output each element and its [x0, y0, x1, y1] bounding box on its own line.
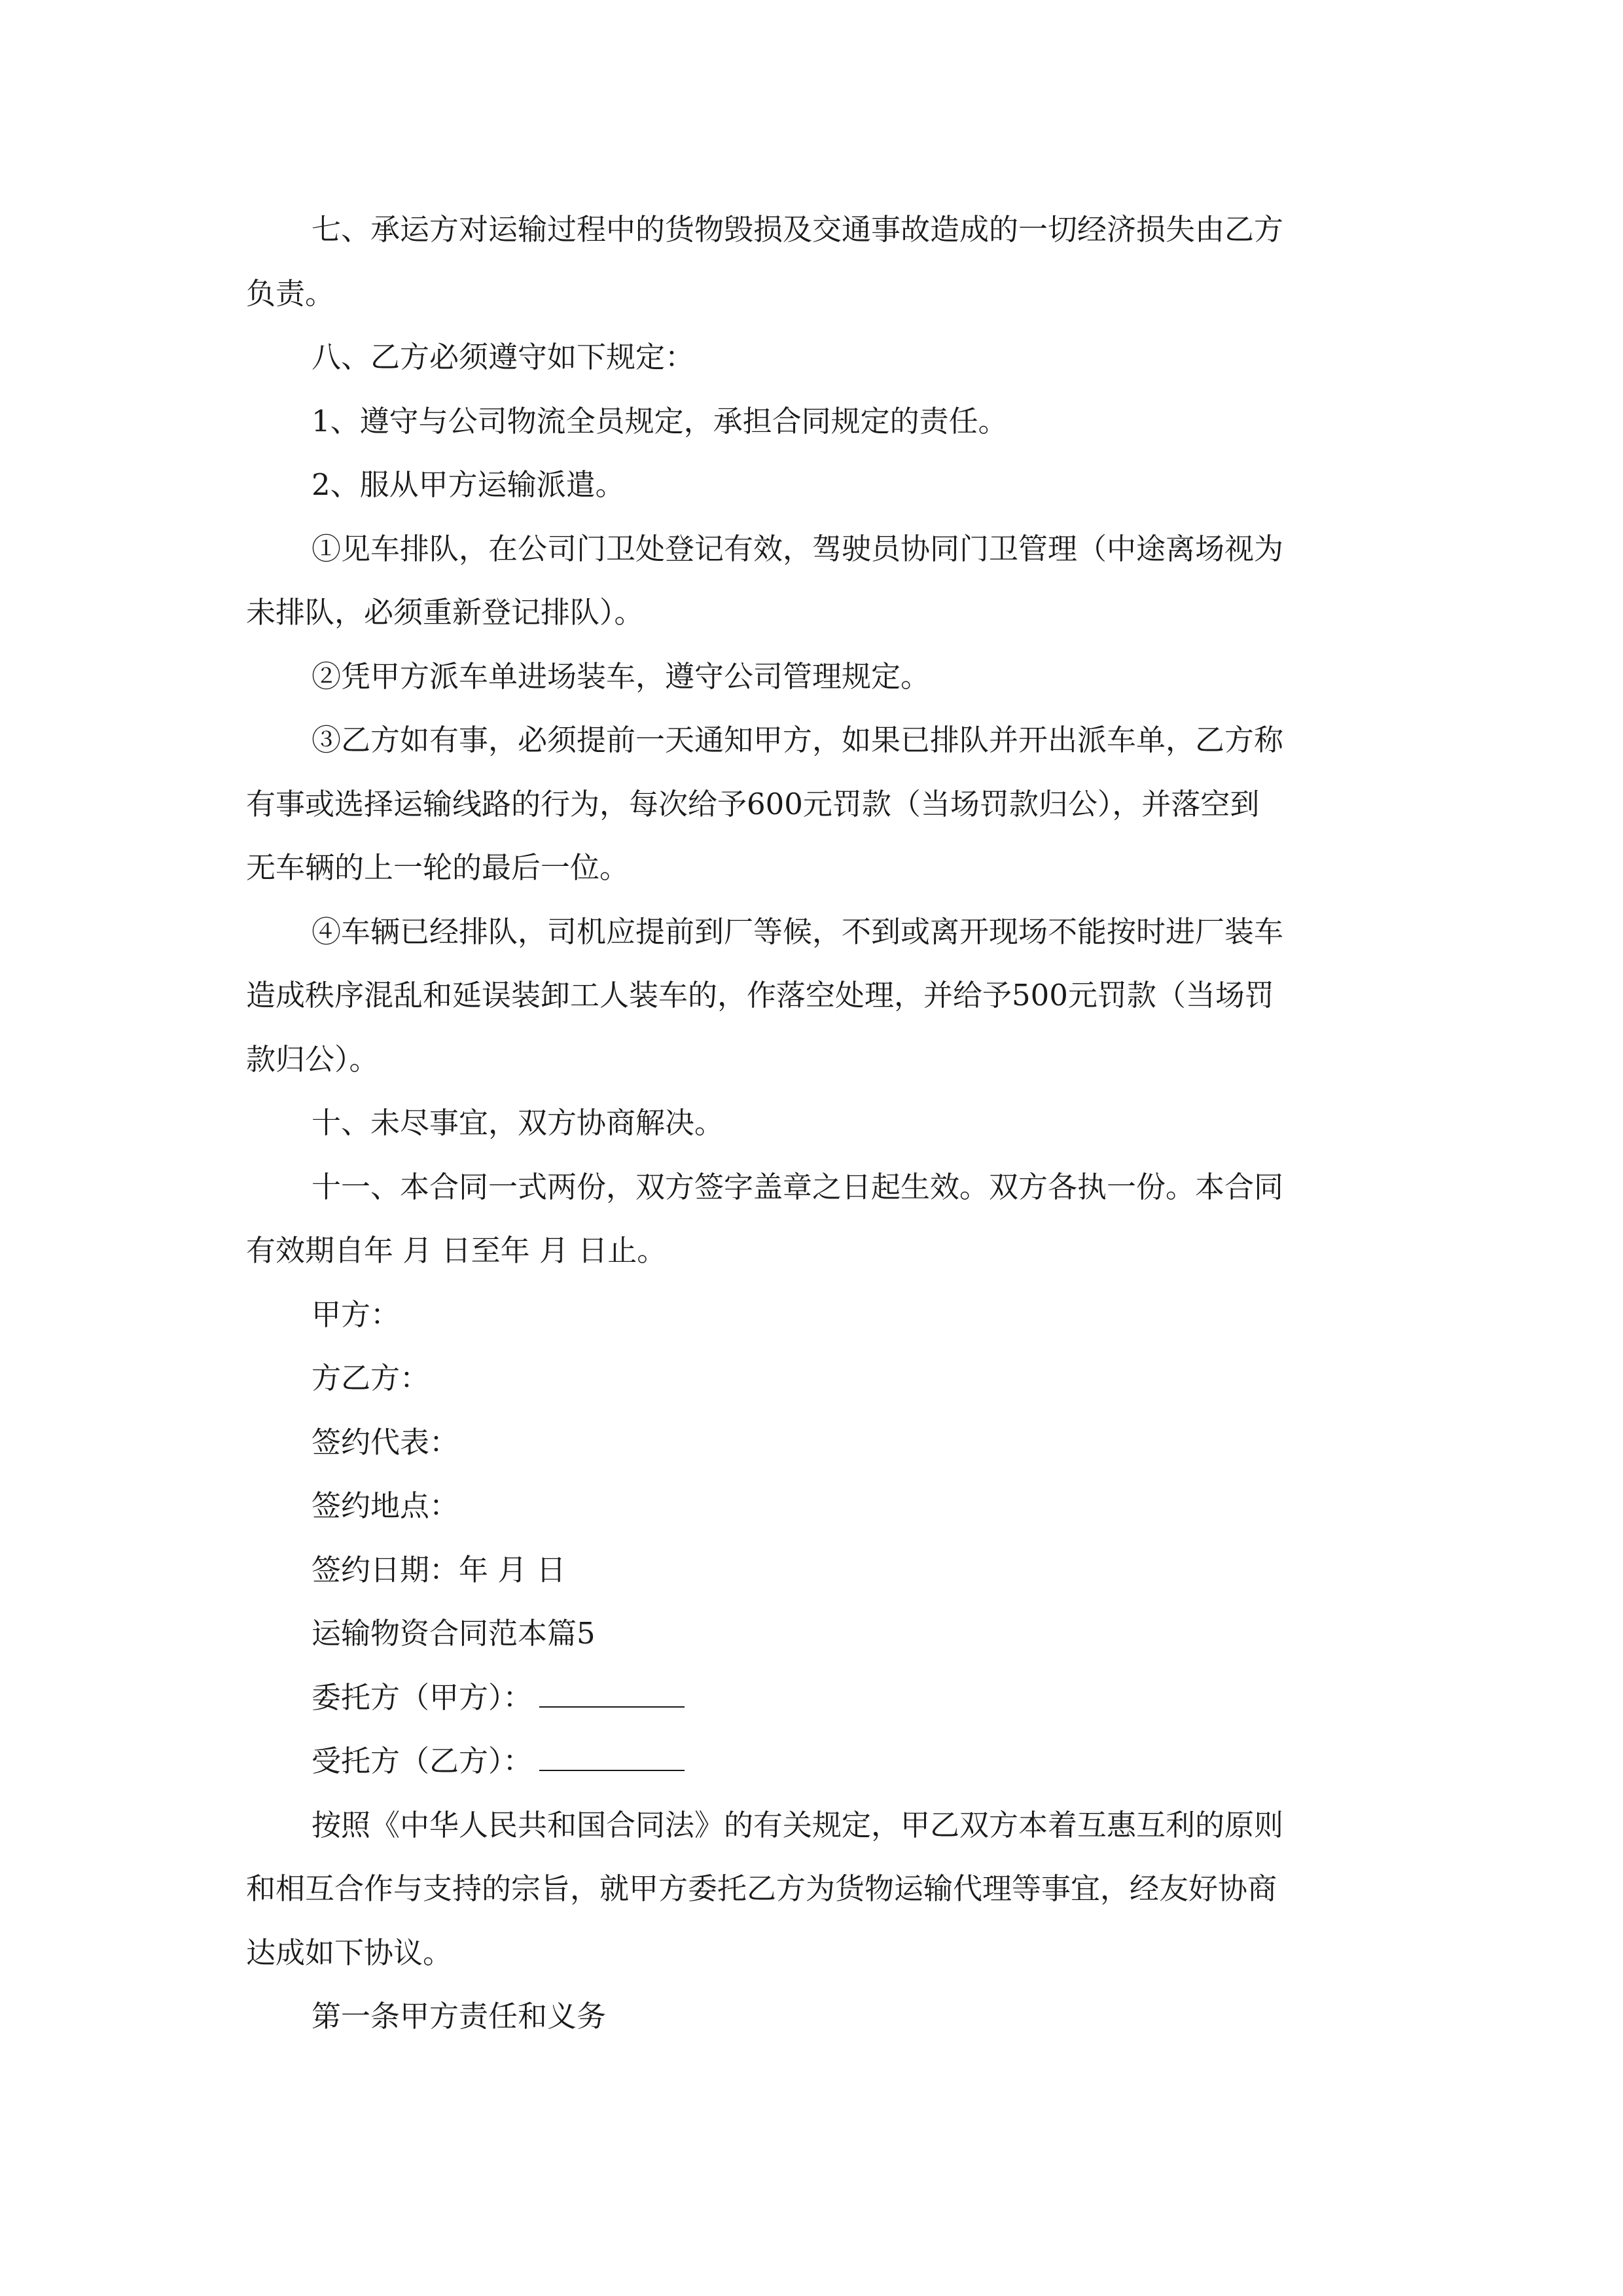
item-4-line-2: 造成秩序混乱和延误装卸工人装车的，作落空处理，并给予500元罚款（当场罚	[246, 978, 1274, 1013]
signing-place-label: 签约地点：	[312, 1488, 459, 1523]
preamble-line-2: 和相互合作与支持的宗旨，就甲方委托乙方为货物运输代理等事宜，经友好协商	[246, 1871, 1277, 1906]
rule-2: 2、服从甲方运输派遣。	[312, 467, 625, 502]
party-a-label: 甲方：	[312, 1297, 401, 1332]
agent-label: 受托方（乙方）：	[312, 1744, 533, 1778]
item-3-line-2: 有事或选择运输线路的行为，每次给予600元罚款（当场罚款归公），并落空到	[246, 787, 1260, 821]
preamble-line-1: 按照《中华人民共和国合同法》的有关规定，甲乙双方本着互惠互利的原则	[312, 1808, 1284, 1842]
article-1-heading: 第一条甲方责任和义务	[312, 1999, 607, 2034]
item-3-line-3: 无车辆的上一轮的最后一位。	[246, 850, 630, 885]
item-3-line-1: ③乙方如有事，必须提前一天通知甲方，如果已排队并开出派车单，乙方称	[312, 723, 1284, 757]
principal-row	[312, 1678, 685, 1717]
signatory-label: 签约代表：	[312, 1425, 459, 1460]
item-4-line-1: ④车辆已经排队，司机应提前到厂等候，不到或离开现场不能按时进厂装车	[312, 914, 1284, 949]
clause-8-heading: 八、乙方必须遵守如下规定：	[312, 340, 695, 374]
clause-11-line-2: 有效期自年 月 日至年 月 日止。	[246, 1233, 667, 1268]
item-4-line-3: 款归公）。	[246, 1042, 379, 1077]
item-1-line-1: ①见车排队，在公司门卫处登记有效，驾驶员协同门卫管理（中途离场视为	[312, 531, 1284, 566]
preamble-line-3: 达成如下协议。	[246, 1935, 453, 1970]
agent-row	[312, 1742, 685, 1781]
item-2: ②凭甲方派车单进场装车，遵守公司管理规定。	[312, 659, 931, 694]
section-title: 运输物资合同范本篇5	[312, 1616, 596, 1651]
item-1-line-2: 未排队，必须重新登记排队）。	[246, 595, 644, 630]
principal-label: 委托方（甲方）：	[312, 1680, 533, 1715]
agent-blank	[539, 1742, 685, 1771]
rule-1: 1、遵守与公司物流全员规定，承担合同规定的责任。	[312, 404, 1008, 439]
principal-blank	[539, 1679, 685, 1708]
clause-7-line-2: 负责。	[246, 276, 335, 311]
party-b-label: 方乙方：	[312, 1361, 430, 1395]
clause-10: 十、未尽事宜，双方协商解决。	[312, 1105, 724, 1140]
clause-7-line-1: 七、承运方对运输过程中的货物毁损及交通事故造成的一切经济损失由乙方	[312, 212, 1284, 247]
signing-date-label: 签约日期：年 月 日	[312, 1552, 566, 1587]
clause-11-line-1: 十一、本合同一式两份，双方签字盖章之日起生效。双方各执一份。本合同	[312, 1170, 1284, 1204]
